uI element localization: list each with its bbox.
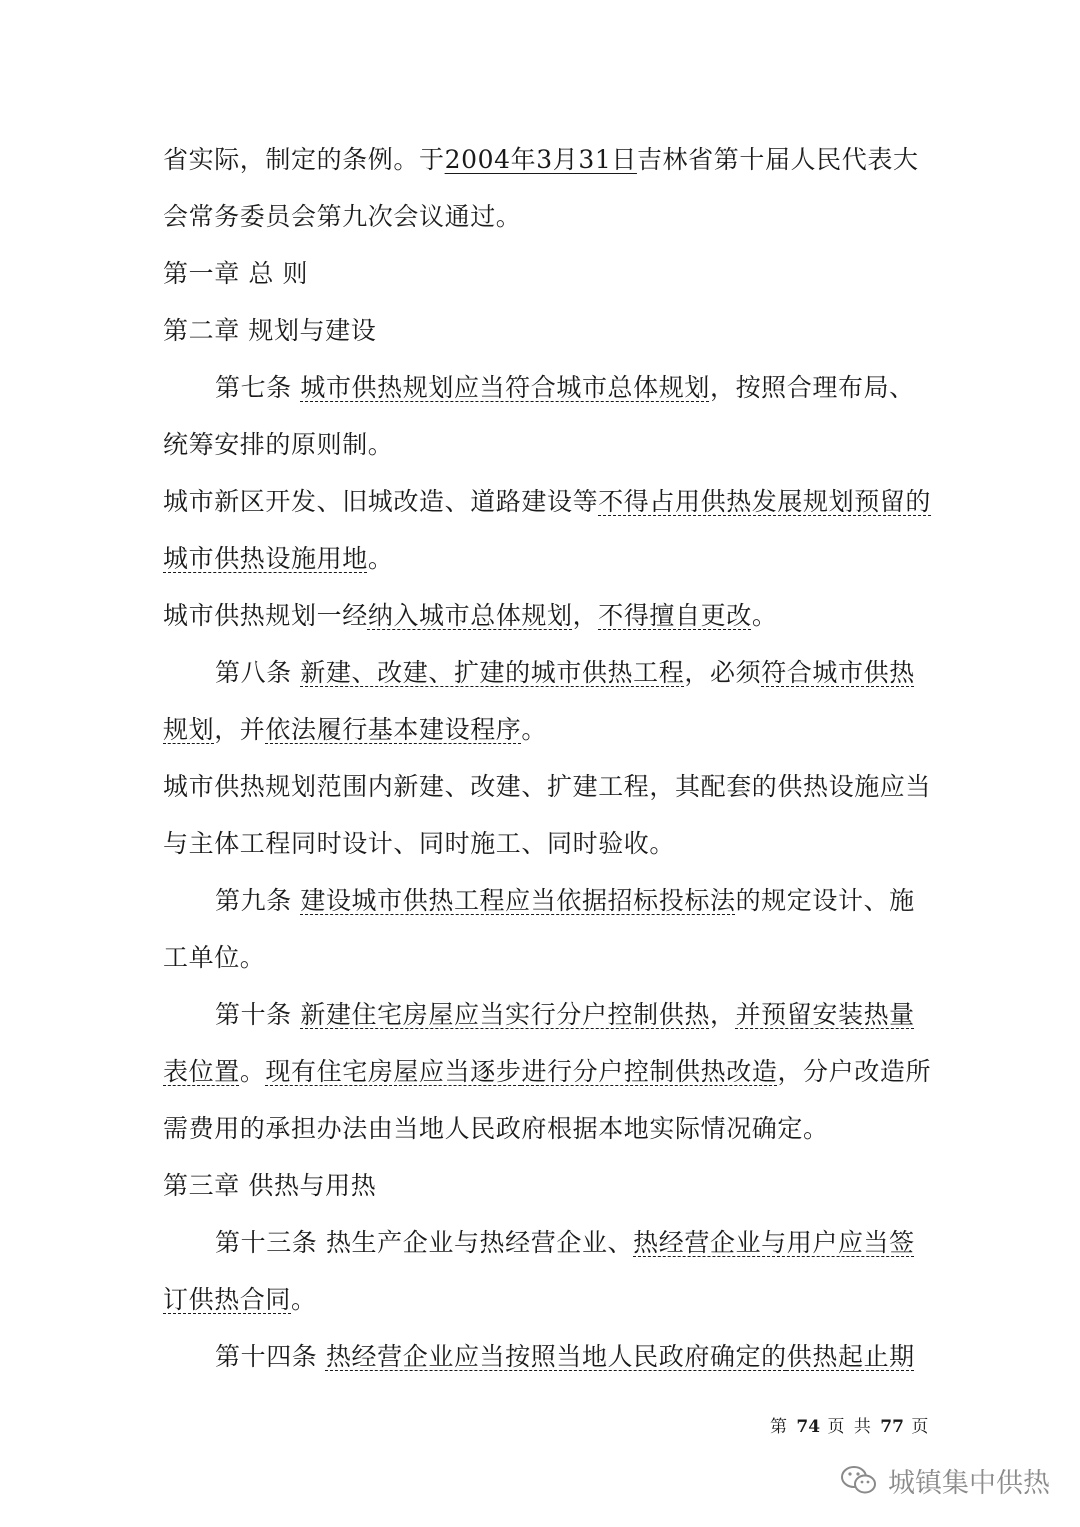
text-segment: 城市新区开发、旧城改造、道路建设等 [163, 487, 599, 516]
text-segment: ，分户改造所 [777, 1057, 932, 1086]
text-line [163, 599, 923, 633]
text-segment: 第三章 供热与用热 [163, 1171, 377, 1200]
text-segment: 第十四条 [215, 1342, 326, 1371]
text-segment: 供热起止期 [786, 1342, 915, 1371]
text-segment: 表位置 [163, 1057, 240, 1086]
text-segment: ，必须 [684, 658, 762, 687]
text-segment: ，并 [214, 715, 266, 744]
text-segment: 第一章 总 则 [163, 259, 309, 288]
text-segment: 热经营企业应当按照当地人民政府确定的 [325, 1342, 787, 1371]
article-line [215, 656, 975, 690]
text-segment: 。 [367, 544, 394, 573]
text-segment: 依法履行基本建设程序 [265, 715, 522, 744]
text-segment: 建设城市供热工程应当依据招标投标法 [300, 886, 736, 915]
text-segment: 。 [291, 1285, 317, 1314]
text-segment: ， [572, 601, 599, 630]
text-line [163, 200, 923, 234]
text-segment: 会常务委员会第九次会议通过。 [163, 202, 522, 231]
watermark [840, 1460, 1050, 1500]
text-segment: 并预留安装热量 [735, 1000, 915, 1029]
text-line [163, 485, 932, 519]
text-segment: 第八条 [215, 658, 301, 687]
article-line [215, 371, 975, 405]
total-page-count: 77 [880, 1417, 904, 1437]
text-segment: 订供热合同 [163, 1285, 292, 1314]
text-segment: 进行分户控制供热改造 [521, 1057, 778, 1086]
text-line [163, 770, 932, 804]
text-segment: 新建、改建、扩建的城市供热工程 [300, 658, 685, 687]
text-line [163, 713, 923, 747]
text-segment: 城市供热规划应当符合城市总体规划 [300, 373, 710, 402]
current-page-number: 74 [796, 1417, 821, 1437]
text-line [163, 941, 923, 975]
text-segment: 的规定设计、施 [735, 886, 915, 915]
footer-text: 页 [911, 1417, 931, 1437]
text-line [163, 542, 923, 576]
text-segment: 不得占用供热发展规划预留的 [598, 487, 932, 516]
text-segment: 2004年3月31日 [444, 145, 637, 174]
wechat-icon [840, 1464, 878, 1496]
text-segment: 与主体工程同时设计、同时施工、同时验收。 [163, 829, 676, 858]
text-segment: 第二章 规划与建设 [163, 316, 377, 345]
article-line [215, 1340, 975, 1374]
chapter-heading [163, 314, 923, 348]
text-line [163, 143, 923, 177]
text-segment: ，按照合理布局、 [709, 373, 915, 402]
text-segment: 规划 [163, 715, 215, 744]
watermark-text: 城镇集中供热 [888, 1467, 1050, 1499]
text-segment: ， [709, 1000, 736, 1029]
text-segment: 热经营企业与用户应当签 [633, 1228, 915, 1257]
text-segment: 城市供热规划范围内新建、改建、扩建工程，其配套的供热设施应当 [163, 772, 932, 801]
article-line [215, 1226, 975, 1260]
text-segment: 符合城市供热 [761, 658, 915, 687]
text-segment: 。 [239, 1057, 266, 1086]
text-segment: 工单位。 [163, 943, 266, 972]
text-segment: 城市供热设施用地 [163, 544, 368, 573]
page-number-footer [770, 1416, 930, 1438]
text-segment: 第九条 [215, 886, 301, 915]
text-line [163, 428, 923, 462]
text-line [163, 1112, 923, 1146]
text-segment: 城市供热规划一经 [163, 601, 368, 630]
text-line [163, 1055, 932, 1089]
article-line [215, 884, 975, 918]
text-segment: 第七条 [215, 373, 301, 402]
text-segment: 吉林省第十届人民代表大 [636, 145, 919, 174]
text-segment: 。 [521, 715, 548, 744]
footer-text: 第 [770, 1417, 789, 1437]
text-line [163, 1283, 923, 1317]
footer-text: 页 共 [827, 1417, 873, 1437]
article-line [215, 998, 975, 1032]
text-segment: 现有住宅房屋应当逐步 [265, 1057, 522, 1086]
text-segment: 。 [751, 601, 778, 630]
text-segment: 第十三条 热生产企业与热经营企业、 [215, 1228, 634, 1257]
text-segment: 不得擅自更改 [598, 601, 752, 630]
text-segment: 纳入城市总体规划 [367, 601, 573, 630]
chapter-heading [163, 1169, 923, 1203]
chapter-heading [163, 257, 923, 291]
text-segment: 新建住宅房屋应当实行分户控制供热 [300, 1000, 710, 1029]
text-segment: 第十条 [215, 1000, 301, 1029]
text-line [163, 827, 923, 861]
text-segment: 需费用的承担办法由当地人民政府根据本地实际情况确定。 [163, 1114, 829, 1143]
text-segment: 统筹安排的原则制。 [163, 430, 394, 459]
text-segment: 省实际，制定的条例。于 [163, 145, 445, 174]
